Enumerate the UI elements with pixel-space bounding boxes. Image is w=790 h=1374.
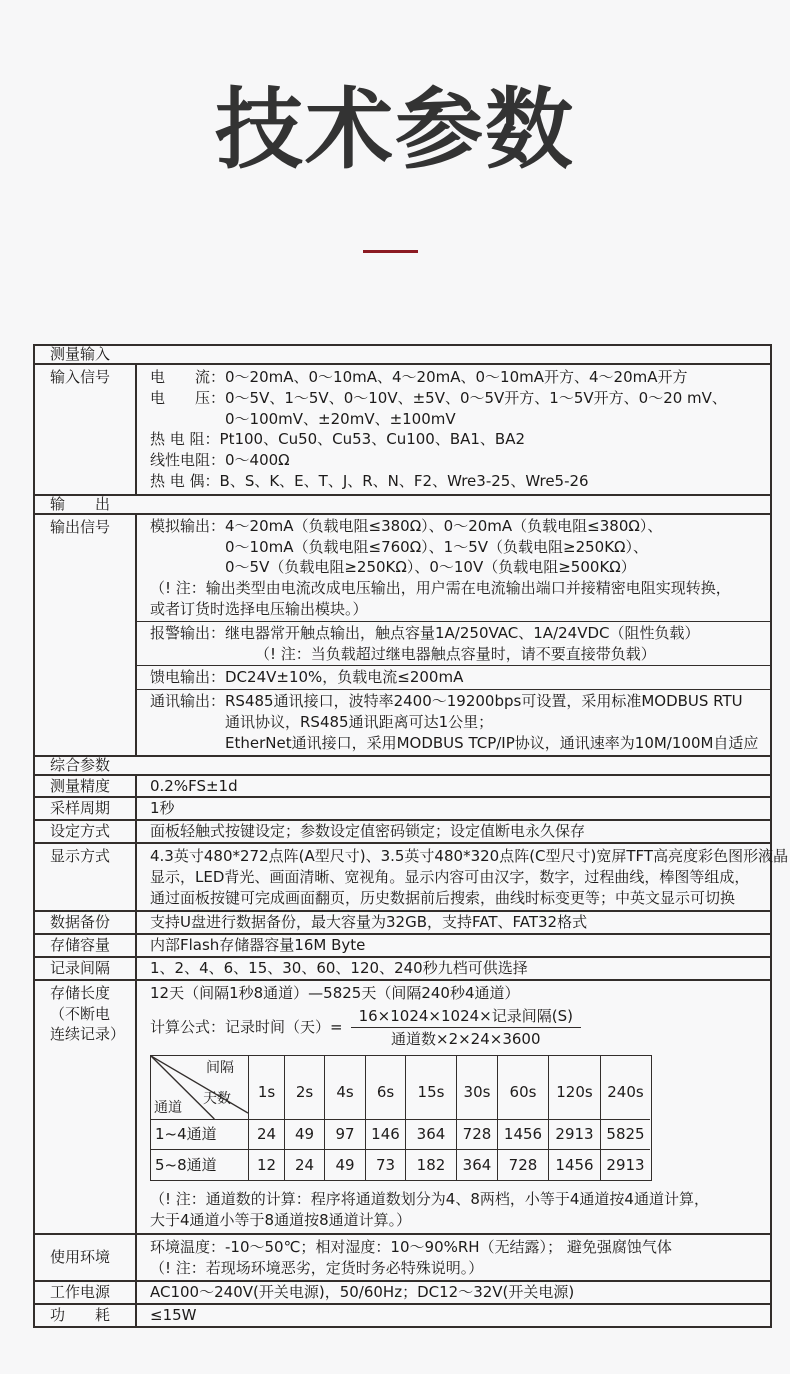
days-cell: 97 [325, 1120, 366, 1150]
row-label-line: （不断电 [50, 1004, 111, 1023]
section-label: 测量输入 [50, 345, 111, 363]
row-label: 输出信号 [35, 515, 137, 755]
spec-line: 通过面板按键可完成画面翻页，历史数据前后搜索，曲线时标变更等；中英文显示可切换 [150, 888, 736, 907]
days-cell: 73 [366, 1150, 406, 1180]
row-display-mode [35, 842, 789, 910]
storage-days-table [150, 1055, 652, 1181]
days-cell: 24 [249, 1120, 285, 1150]
spec-line: ≤15W [150, 1306, 197, 1325]
spec-line: 模拟输出：4～20mA（负载电阻≤380Ω）、0～20mA（负载电阻≤380Ω）、 [150, 516, 663, 535]
row-data-backup [35, 910, 770, 933]
spec-line: 环境温度：-10～50℃；相对湿度：10～90%RH（无结露）； 避免强腐蚀气体 [150, 1237, 672, 1256]
spec-line: （! 注：若现场环境恶劣，定货时务必特殊说明。） [150, 1258, 484, 1277]
spec-line: 通讯协议，RS485通讯距离可达1公里； [225, 712, 494, 731]
row-input-signal [35, 363, 770, 494]
channel-row-label: 5~8通道 [151, 1150, 249, 1180]
spec-line: 支持U盘进行数据备份，最大容量为32GB，支持FAT、FAT32格式 [150, 913, 588, 932]
channel-row-label: 1~4通道 [151, 1120, 249, 1150]
formula-fraction [351, 1006, 581, 1051]
spec-line: 0.2%FS±1d [150, 776, 238, 795]
row-label: 输入信号 [35, 365, 137, 494]
subrow-alarm-output [137, 621, 770, 666]
spec-line: （! 注：当负载超过继电器触点容量时，请不要直接带负载） [255, 644, 656, 663]
title-divider [363, 250, 418, 253]
row-output-signal [35, 513, 770, 755]
row-content [137, 1282, 770, 1303]
interval-header-cell: 240s [601, 1056, 650, 1120]
subrow-analog-output [137, 515, 770, 621]
section-measure-input [35, 346, 770, 363]
formula-denominator: 通道数×2×24×3600 [391, 1030, 541, 1049]
row-label: 存储容量 [35, 935, 137, 956]
spec-line: 1秒 [150, 799, 175, 818]
spec-line: 热 电 阻：Pt100、Cu50、Cu53、Cu100、BA1、BA2 [150, 430, 526, 449]
row-content [137, 515, 770, 755]
row-accuracy [35, 774, 770, 797]
spec-line: 显示，LED背光、画面清晰、宽视角。显示内容可由汉字，数字，过程曲线，棒图等组成， [150, 867, 750, 886]
row-label-line: 连续记录） [50, 1025, 126, 1044]
row-label [35, 981, 137, 1233]
storage-note [150, 1189, 766, 1231]
page-title: 技术参数 [214, 78, 575, 181]
spec-line: （! 注：通道数的计算：程序将通道数划分为4、8两档，小等于4通道按4通道计算， [150, 1190, 709, 1209]
row-power-consumption [35, 1303, 770, 1326]
row-storage-capacity [35, 933, 770, 956]
spec-line: 面板轻触式按键设定；参数设定值密码锁定；设定值断电永久保存 [150, 822, 586, 841]
days-cell: 364 [457, 1150, 498, 1180]
row-label: 数据备份 [35, 912, 137, 933]
days-cell: 2913 [606, 1155, 645, 1174]
row-label: 设定方式 [35, 821, 137, 842]
days-cell: 1456 [549, 1150, 601, 1180]
row-content [137, 844, 789, 910]
spec-line: 通讯输出：RS485通讯接口，波特率2400～19200bps可设置，采用标准MODBUS RTU [150, 692, 743, 711]
days-cell: 364 [406, 1120, 457, 1150]
spec-line: EtherNet通讯接口，采用MODBUS TCP/IP协议，通讯速率为10M/100M自适应 [225, 733, 759, 752]
days-cell: 182 [406, 1150, 457, 1180]
storage-range-line: 12天（间隔1秒8通道）—5825天（间隔240秒4通道） [150, 983, 520, 1002]
spec-line: （! 注：输出类型由电流改成电压输出，用户需在电流输出端口并接精密电阻实现转换， [150, 579, 731, 598]
spec-line: 大于4通道小等于8通道按8通道计算。） [150, 1210, 412, 1229]
row-content [137, 958, 770, 979]
row-content [137, 365, 770, 494]
spec-line: 或者订货时选择电压输出模块。） [150, 599, 368, 618]
days-cell: 728 [498, 1150, 549, 1180]
spec-line: 馈电输出：DC24V±10%，负载电流≤200mA [150, 668, 464, 687]
row-record-interval [35, 956, 770, 979]
row-operating-environment [35, 1233, 770, 1281]
days-cell: 728 [457, 1120, 498, 1150]
interval-header-cell: 30s [457, 1056, 498, 1120]
subrow-feed-output [137, 665, 770, 689]
row-label: 记录间隔 [35, 958, 137, 979]
spec-line: 报警输出：继电器常开触点输出，触点容量1A/250VAC、1A/24VDC（阻性负载） [150, 623, 700, 642]
days-cell: 49 [325, 1150, 366, 1180]
subrow-comm-output [137, 689, 770, 754]
days-cell: 5825 [601, 1120, 650, 1150]
interval-header-cell: 15s [406, 1056, 457, 1120]
spec-line: 电 压：0～5V、1～5V、0～10V、±5V、0～5V开方、1～5V开方、0～20 mV、 [150, 388, 727, 407]
row-label: 使用环境 [35, 1235, 137, 1281]
row-content [137, 798, 770, 819]
spec-line: 热 电 偶：B、S、K、E、T、J、R、N、F2、Wre3-25、Wre5-26 [150, 471, 589, 490]
row-power-supply [35, 1280, 770, 1303]
days-cell: 1456 [498, 1120, 549, 1150]
days-cell: 49 [285, 1120, 325, 1150]
section-output [35, 494, 770, 513]
row-content [137, 912, 770, 933]
section-label: 输 出 [50, 494, 111, 513]
days-cell: 2913 [549, 1120, 601, 1150]
row-label-line: 存储长度 [50, 983, 111, 1002]
spec-line: 0～100mV、±20mV、±100mV [225, 409, 456, 428]
row-sampling-period [35, 796, 770, 819]
row-storage-length [35, 979, 770, 1233]
interval-header-cell: 6s [366, 1056, 406, 1120]
row-label: 工作电源 [35, 1282, 137, 1303]
interval-header-cell: 1s [249, 1056, 285, 1120]
interval-header-cell: 60s [498, 1056, 549, 1120]
section-general-params [35, 755, 770, 774]
formula-numerator: 16×1024×1024×记录间隔(S) [351, 1006, 581, 1029]
spec-line: 电 流：0～20mA、0～10mA、4～20mA、0～10mA开方、4～20mA开方 [150, 368, 688, 386]
interval-header-cell: 120s [549, 1056, 601, 1120]
row-content [137, 776, 770, 797]
interval-header-cell: 2s [285, 1056, 325, 1120]
formula-prefix: 计算公式：记录时间（天）= [150, 1018, 343, 1037]
spec-line: AC100～240V(开关电源)，50/60Hz；DC12～32V(开关电源) [150, 1283, 575, 1302]
row-label: 采样周期 [35, 798, 137, 819]
spec-line: 内部Flash存储器容量16M Byte [150, 936, 366, 955]
spec-line: 线性电阻：0～400Ω [150, 451, 290, 470]
spec-line: 0～10mA（负载电阻≤760Ω）、1～5V（负载电阻≥250KΩ）、 [225, 537, 649, 556]
spec-table [33, 344, 789, 1328]
storage-formula [150, 1006, 766, 1051]
section-label: 综合参数 [50, 755, 111, 774]
spec-line: 1、2、4、6、15、30、60、120、240秒九档可供选择 [150, 958, 528, 977]
spec-line: 4.3英寸480*272点阵(A型尺寸)、3.5英寸480*320点阵(C型尺寸)宽屏TFT高亮度彩色图形液晶 [150, 846, 789, 865]
days-cell: 24 [285, 1150, 325, 1180]
corner-label-days: 天数 [203, 1091, 231, 1108]
row-setting-method [35, 819, 770, 842]
days-cell: 146 [366, 1120, 406, 1150]
row-content [137, 1305, 770, 1326]
corner-label-channel: 通道 [154, 1100, 182, 1117]
spec-line: 0～5V（负载电阻≥250KΩ）、0～10V（负载电阻≥500KΩ） [225, 558, 636, 577]
interval-header-cell: 4s [325, 1056, 366, 1120]
row-content [137, 981, 770, 1233]
row-label: 功 耗 [35, 1305, 137, 1326]
row-content [137, 821, 770, 842]
corner-header-cell [151, 1056, 249, 1120]
row-content [137, 935, 770, 956]
row-label: 测量精度 [35, 776, 137, 797]
corner-label-interval: 间隔 [206, 1060, 234, 1077]
row-content [137, 1235, 770, 1281]
days-cell: 12 [249, 1150, 285, 1180]
row-label: 显示方式 [35, 844, 137, 910]
